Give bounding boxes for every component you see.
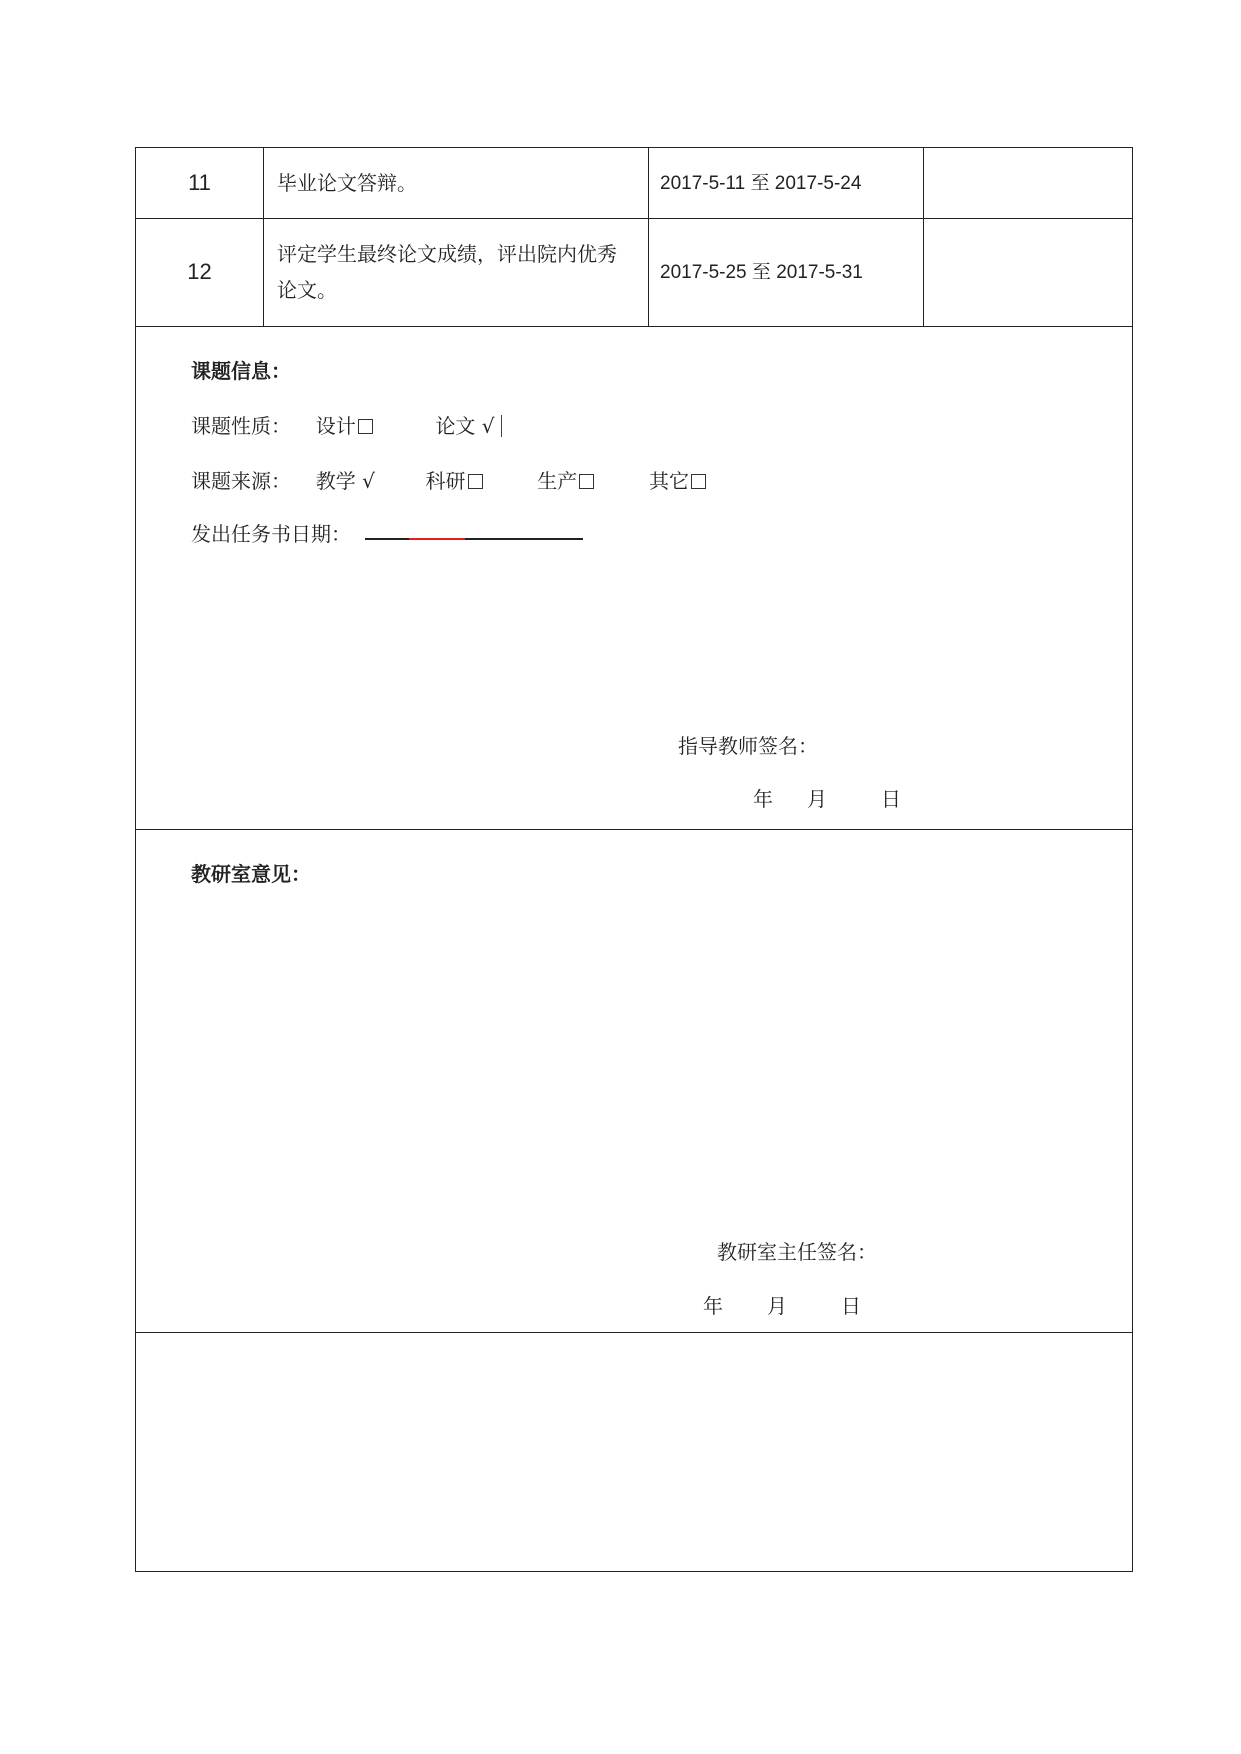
month-label: 月 [767, 1294, 787, 1318]
research-checkbox[interactable] [468, 474, 483, 489]
date-from: 2017-5-25 [660, 262, 747, 283]
advisor-date [753, 783, 901, 812]
date-separator: 至 [750, 172, 770, 194]
month-label: 月 [807, 787, 827, 811]
row-divider [136, 326, 1132, 327]
production-checkbox[interactable] [579, 474, 594, 489]
date-underline[interactable] [365, 538, 409, 540]
other-checkbox[interactable] [691, 474, 706, 489]
office-director-signature-label: 教研室主任签名： [717, 1240, 877, 1264]
office-date [703, 1290, 861, 1319]
source-teaching-label: 教学 [315, 469, 356, 493]
topic-nature-row [191, 410, 502, 439]
row-number: 11 [188, 170, 211, 195]
date-underline [465, 538, 583, 540]
form-table [135, 147, 1133, 1572]
day-label: 日 [841, 1294, 861, 1318]
design-checkbox[interactable] [358, 419, 373, 434]
task-description-line2: 论文。 [277, 278, 337, 302]
source-production-label: 生产 [537, 469, 578, 493]
nature-thesis-label: 论文 [435, 414, 476, 438]
year-label: 年 [753, 787, 773, 811]
date-range [660, 254, 863, 291]
source-label: 课题来源： [191, 469, 291, 493]
task-description-line1: 评定学生最终论文成绩，评出院内优秀 [277, 242, 617, 266]
text-cursor-icon [501, 415, 502, 437]
date-to: 2017-5-31 [776, 262, 863, 283]
day-label: 日 [881, 787, 901, 811]
row-divider [136, 218, 1132, 219]
date-from: 2017-5-11 [660, 173, 746, 194]
topic-heading: 课题信息： [191, 359, 291, 383]
advisor-signature-label: 指导教师签名： [678, 734, 818, 758]
row-number: 12 [187, 259, 212, 284]
blank-section [136, 1333, 1132, 1571]
date-separator: 至 [751, 261, 771, 283]
check-mark-icon: √ [481, 414, 495, 438]
date-underline-highlight [409, 538, 465, 540]
check-mark-icon: √ [362, 469, 375, 493]
col-divider [923, 148, 924, 326]
source-other-label: 其它 [648, 469, 689, 493]
office-opinion-heading: 教研室意见： [191, 862, 311, 886]
date-to: 2017-5-24 [774, 173, 862, 194]
task-description: 毕业论文答辩。 [277, 171, 417, 195]
year-label: 年 [703, 1294, 723, 1318]
nature-design-label: 设计 [315, 414, 356, 438]
section-divider [136, 829, 1132, 830]
col-divider [263, 148, 264, 326]
issue-date-label: 发出任务书日期： [191, 522, 351, 546]
topic-source-row [191, 465, 706, 494]
date-range [660, 165, 861, 202]
source-research-label: 科研 [425, 469, 466, 493]
nature-label: 课题性质： [191, 414, 291, 438]
col-divider [648, 148, 649, 326]
